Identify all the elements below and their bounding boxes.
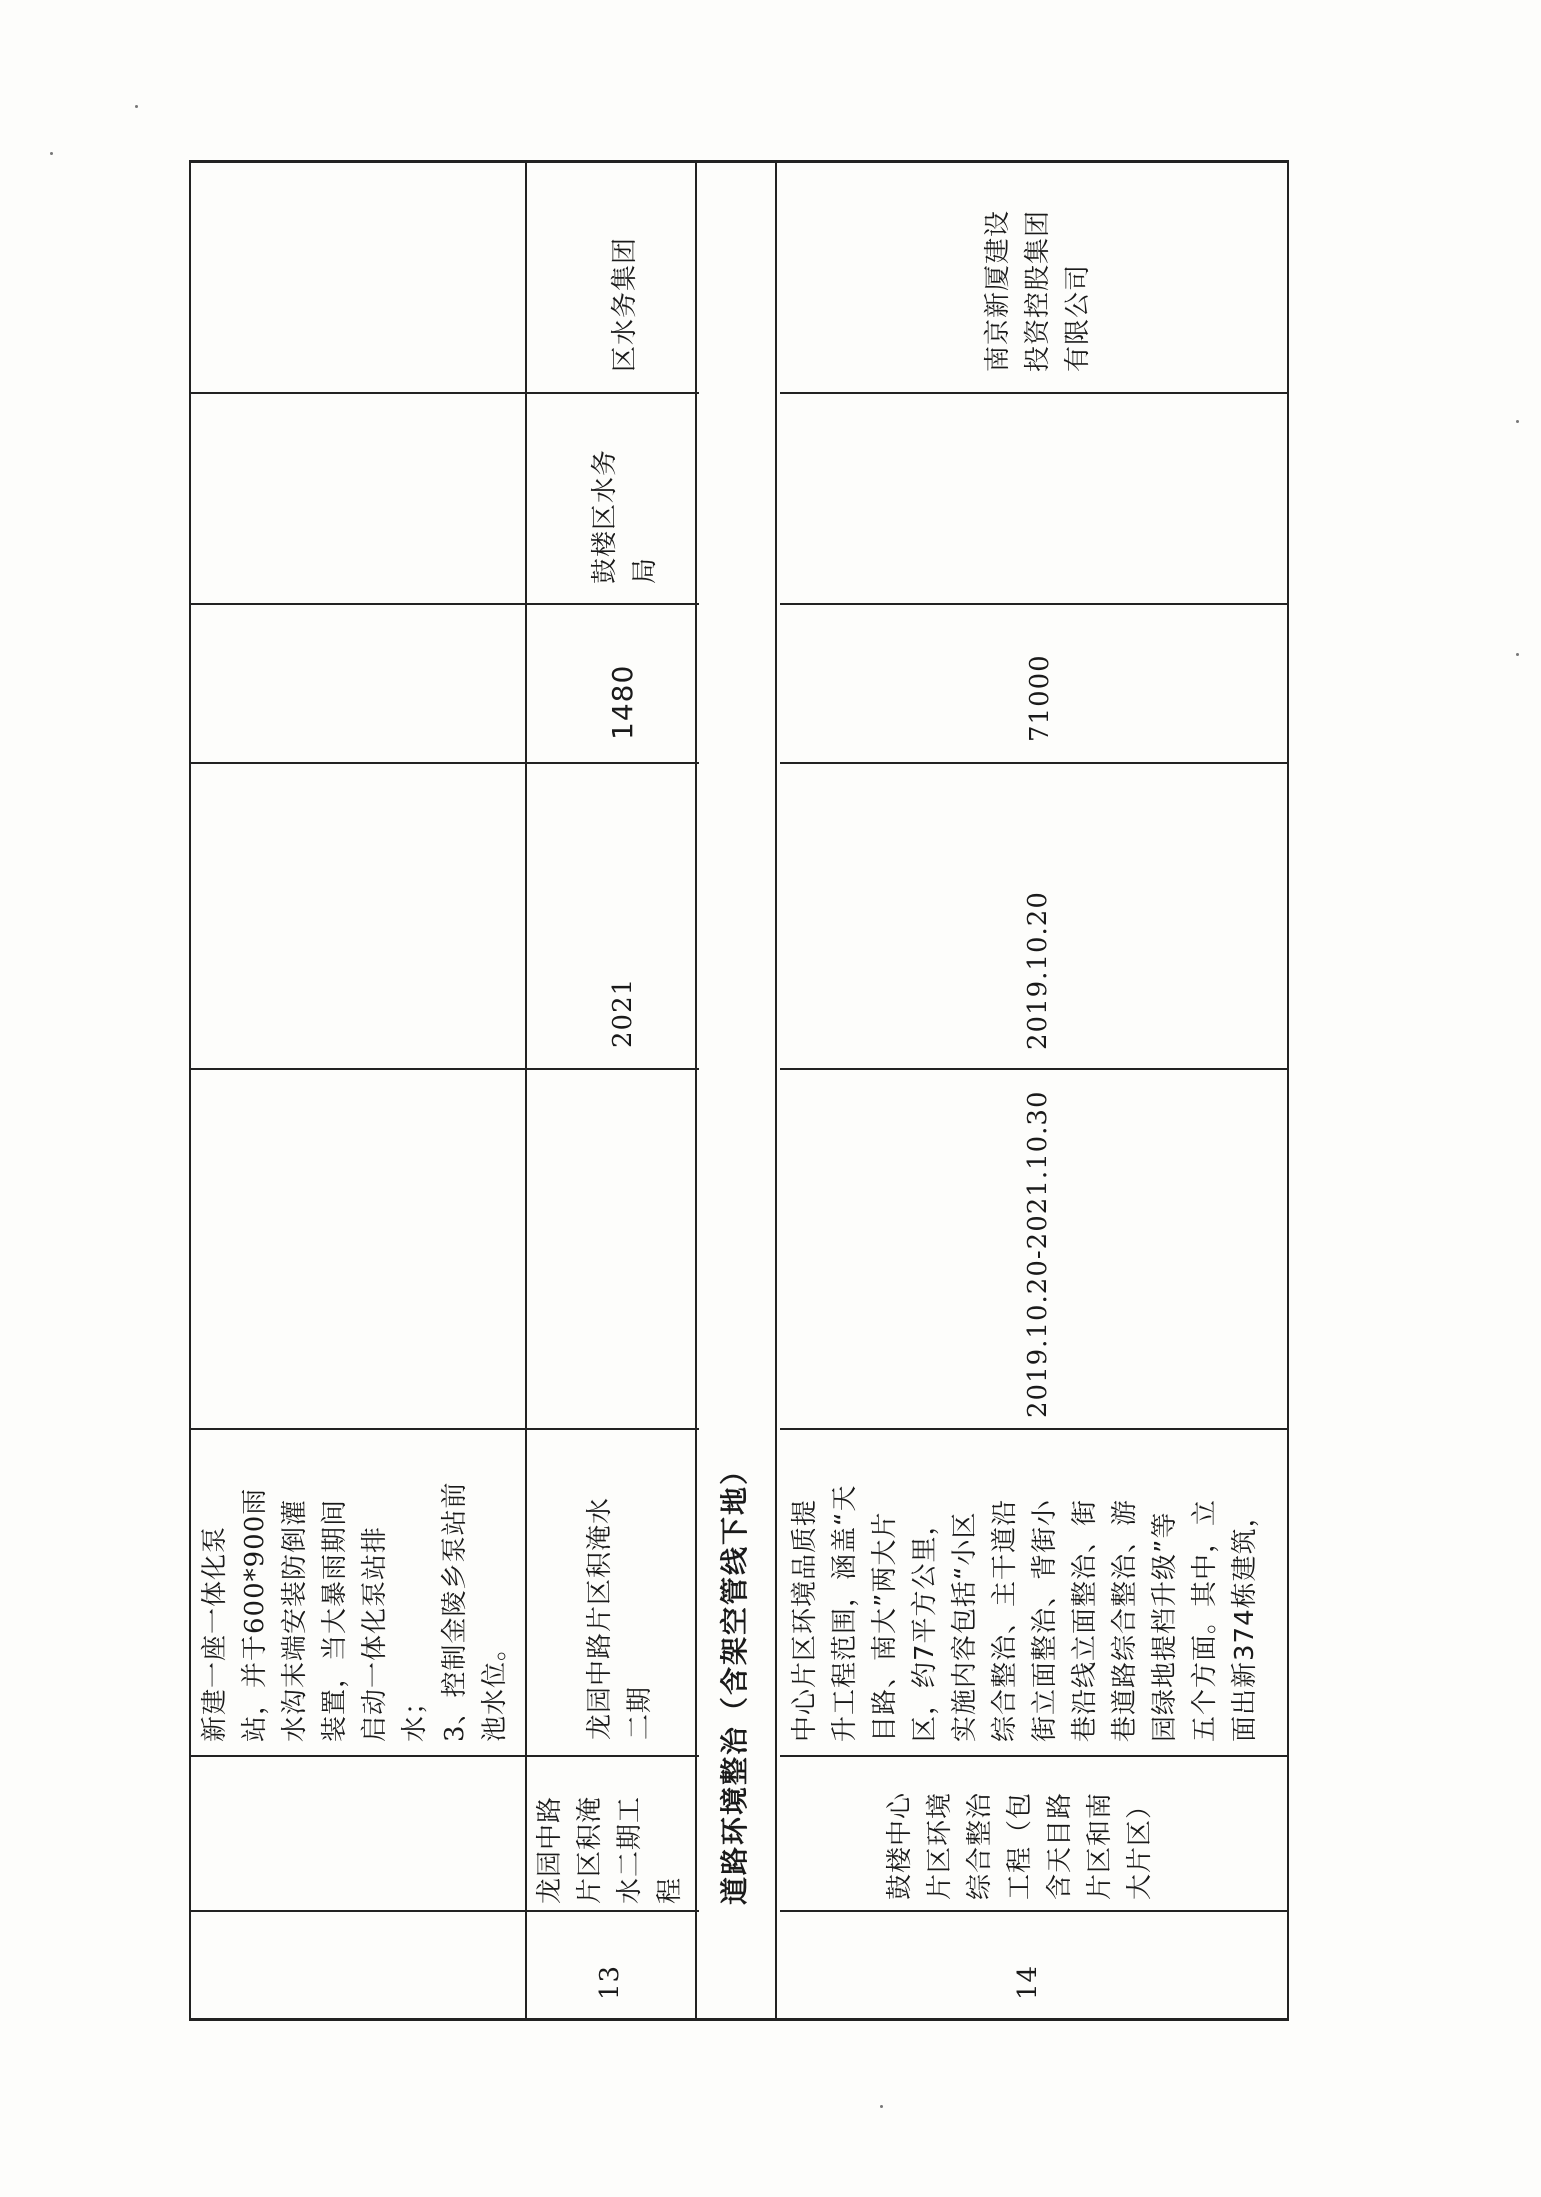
scan-speck <box>1516 420 1519 423</box>
row-14-content: 中心片区环境品质提 升工程范围，涵盖“天 目路、南大”两大片 区，约7平方公里， 实施内容包括“小区 综合整治、主干道沿 街立面整治、背街小 巷沿线立面整治、街 巷道路综合整治、游 园绿地提档升级”等 五个方面。其中，立 面出新374栋建筑， <box>790 1484 1260 1742</box>
scan-speck <box>880 2105 883 2108</box>
row-13-department: 鼓楼区水务 局 <box>590 448 660 584</box>
section-divider <box>775 162 777 2020</box>
row-13-content: 龙园中路片区积淹水 二期 <box>585 1496 655 1740</box>
table-border-right <box>1287 162 1289 2020</box>
row-14-number: 14 <box>1013 1964 1043 2000</box>
col-divider-year-period <box>189 1068 699 1070</box>
col-divider-name-number <box>189 1910 699 1912</box>
row-14-period: 2019.10.20-2021.10.30 <box>1023 1090 1053 1418</box>
row-13-company: 区水务集团 <box>610 236 640 372</box>
row-13-name: 龙园中路 片区积淹 水二期工 程 <box>535 1795 685 1904</box>
row-14-company: 南京新厦建设 投资控股集团 有限公司 <box>983 209 1093 372</box>
row-13-year: 2021 <box>608 977 638 1048</box>
scan-speck <box>135 105 138 108</box>
row-13-number: 13 <box>595 1964 625 2000</box>
col-divider-name-number-14 <box>780 1910 1289 1912</box>
scan-speck <box>1516 653 1519 656</box>
table-border-bottom <box>189 2018 1289 2021</box>
col-divider-company-department-14 <box>780 392 1289 394</box>
continuation-content-cell: 新建一座一体化泵 站，并于600*900雨 水沟末端安装防倒灌 装置，当大暴雨期间 启动一体化泵站排 水； 3、控制金陵乡泵站前 池水位。 <box>200 1481 510 1742</box>
scan-speck <box>50 152 53 155</box>
section-heading: 道路环境整治（含架空管线下地） <box>718 1454 751 1905</box>
col-divider-investment-year-14 <box>780 762 1289 764</box>
row-divider-13-bottom <box>695 162 697 2020</box>
table-border-left <box>189 162 191 2020</box>
table-border-top <box>189 160 1289 163</box>
row-14-investment: 71000 <box>1025 654 1055 742</box>
col-divider-department-investment-14 <box>780 603 1289 605</box>
row-14-name: 鼓楼中心 片区环境 综合整治 工程（包 含天目路 片区和南 大片区） <box>885 1791 1155 1900</box>
row-divider-13-top <box>525 162 527 2020</box>
row-13-investment: 1480 <box>606 664 639 740</box>
col-divider-investment-year <box>189 762 699 764</box>
col-divider-department-investment <box>189 603 699 605</box>
row-14-year: 2019.10.20 <box>1023 891 1053 1050</box>
